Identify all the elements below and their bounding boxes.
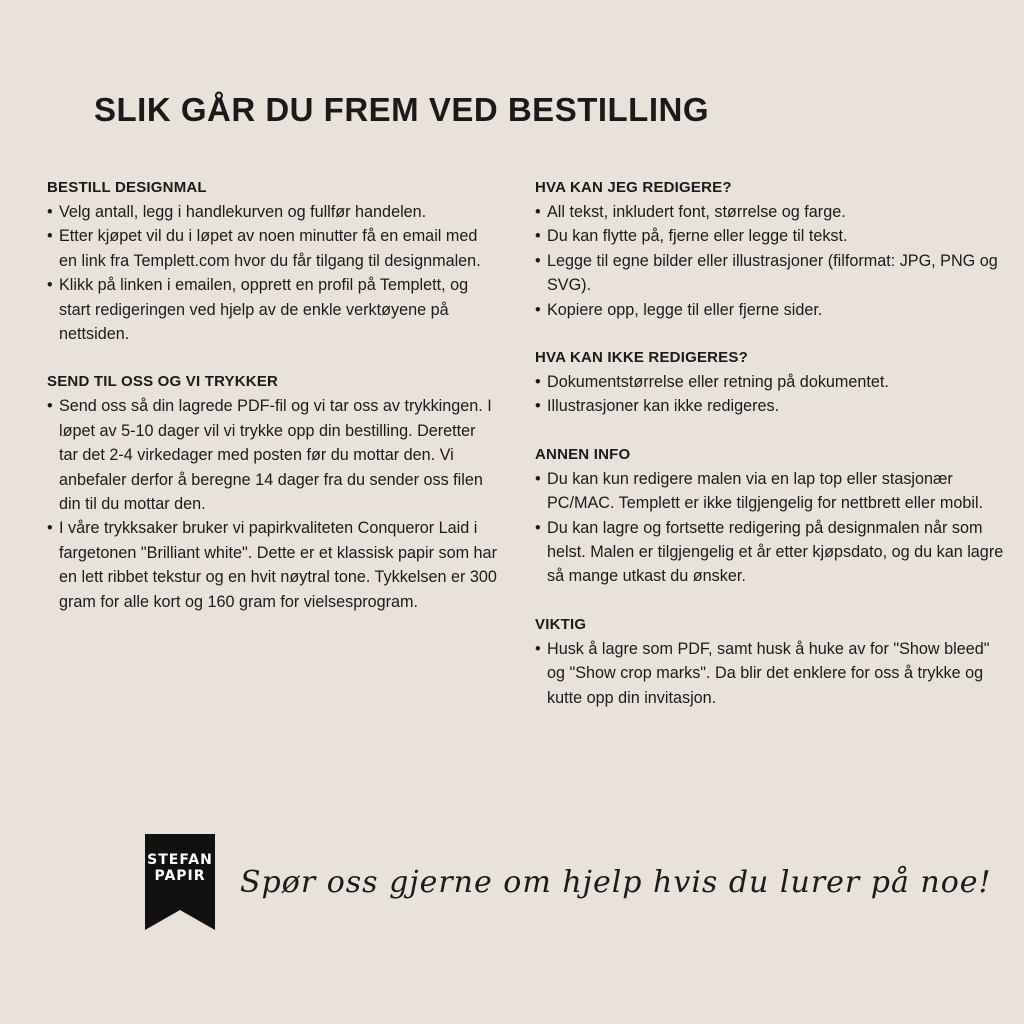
bullet-list xyxy=(535,200,1005,322)
section-annen-info xyxy=(535,443,1005,589)
list-item: • Send oss så din lagrede PDF-fil og vi tar oss av trykkingen. I løpet av 5-10 dager vil vi trykke opp din bestilling. Deretter tar det 2-4 virkedager med posten før du mottar den. Vi anbefaler derfor å beregne 14 dager fra du sender oss filen din til du mottar den. xyxy=(47,394,497,516)
section-heading: VIKTIG xyxy=(535,615,587,633)
bullet-list xyxy=(535,637,1005,710)
section-hva-kan-ikke-redigeres xyxy=(535,346,1005,419)
logo-line-2: PAPIR xyxy=(154,868,206,884)
bullet-list xyxy=(47,200,497,346)
section-heading: SEND TIL OSS OG VI TRYKKER xyxy=(47,373,279,391)
list-item: • I våre trykksaker bruker vi papirkvaliteten Conqueror Laid i fargetonen "Brilliant white". Dette er et klassisk papir som har en lett ribbet tekstur og en hvit nøytral tone. Tykkelsen er 300 gram for alle kort og 160 gram for vielsesprogram. xyxy=(47,516,497,614)
section-heading: HVA KAN IKKE REDIGERES? xyxy=(535,349,748,367)
list-item: • Velg antall, legg i handlekurven og fullfør handelen. xyxy=(47,200,497,224)
list-item: • Du kan lagre og fortsette redigering på designmalen når som helst. Malen er tilgjengelig et år etter kjøpsdato, og du kan lagre så mange utkast du ønsker. xyxy=(535,516,1005,589)
section-heading: HVA KAN JEG REDIGERE? xyxy=(535,179,732,196)
stefan-papir-logo xyxy=(145,834,215,930)
section-bestill-designmal xyxy=(47,176,497,346)
section-viktig xyxy=(535,613,1005,710)
list-item: • Kopiere opp, legge til eller fjerne sider. xyxy=(535,298,1005,322)
list-item: • Dokumentstørrelse eller retning på dokumentet. xyxy=(535,370,1005,394)
section-hva-kan-jeg-redigere xyxy=(535,176,1005,322)
bullet-list xyxy=(47,394,497,614)
list-item: • Illustrasjoner kan ikke redigeres. xyxy=(535,394,1005,418)
left-column xyxy=(47,176,497,638)
right-column xyxy=(535,176,1005,734)
list-item: • Du kan flytte på, fjerne eller legge til tekst. xyxy=(535,224,1005,248)
bullet-list xyxy=(535,370,1005,419)
list-item: • Husk å lagre som PDF, samt husk å huke av for "Show bleed" og "Show crop marks". Da blir det enklere for oss å trykke og kutte opp din invitasjon. xyxy=(535,637,1005,710)
list-item: • Klikk på linken i emailen, opprett en profil på Templett, og start redigeringen ved hjelp av de enkle verktøyene på nettsiden. xyxy=(47,273,497,346)
logo-line-1: STEFAN xyxy=(147,852,213,868)
bullet-list xyxy=(535,467,1005,589)
section-heading: ANNEN INFO xyxy=(535,445,631,463)
page-title: SLIK GÅR DU FREM VED BESTILLING xyxy=(94,91,710,128)
list-item: • Du kan kun redigere malen via en lap top eller stasjonær PC/MAC. Templett er ikke tilgjengelig for nettbrett eller mobil. xyxy=(535,467,1005,516)
footer-tagline: Spør oss gjerne om hjelp hvis du lurer på noe! xyxy=(240,865,992,900)
section-send-til-oss xyxy=(47,370,497,614)
section-heading: BESTILL DESIGNMAL xyxy=(47,179,207,196)
list-item: • Etter kjøpet vil du i løpet av noen minutter få en email med en link fra Templett.com hvor du får tilgang til designmalen. xyxy=(47,224,497,273)
list-item: • All tekst, inkludert font, størrelse og farge. xyxy=(535,200,1005,224)
list-item: • Legge til egne bilder eller illustrasjoner (filformat: JPG, PNG og SVG). xyxy=(535,249,1005,298)
logo-wordmark xyxy=(145,852,215,884)
